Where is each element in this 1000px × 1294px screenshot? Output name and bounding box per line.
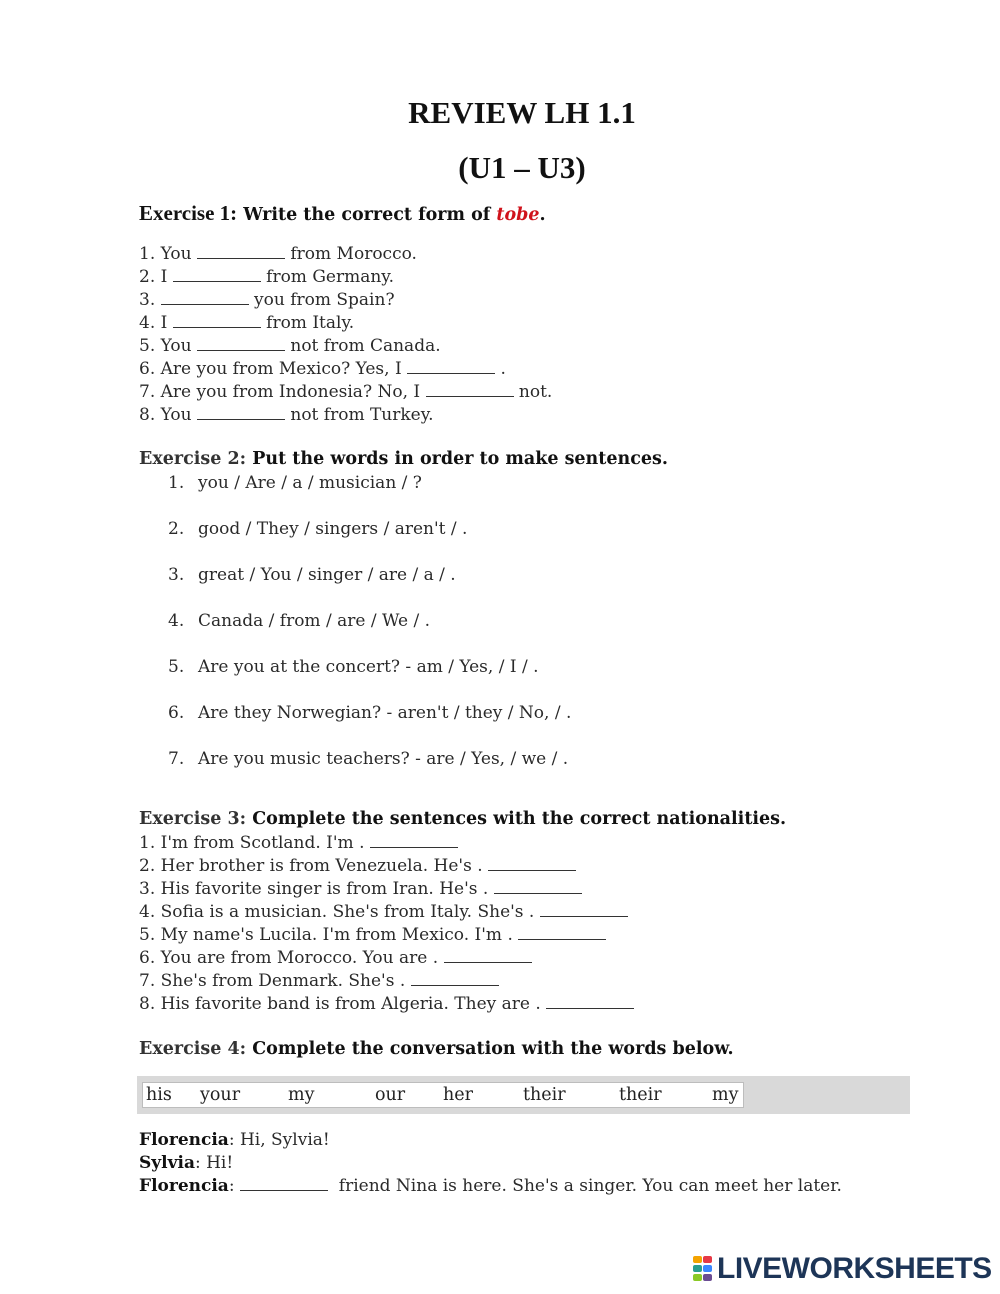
exercise3-instruction: Complete the sentences with the correct nationalities. <box>252 809 787 829</box>
word-bank-item: our <box>375 1085 406 1105</box>
exercise3-heading <box>139 809 786 829</box>
exercise2-item: 7. Are you music teachers? - are / Yes, / we / . <box>168 749 569 769</box>
exercise1-item: 7. Are you from Indonesia? No, I not. <box>139 382 553 402</box>
exercise2-item: 4. Canada / from / are / We / . <box>168 611 431 631</box>
answer-blank[interactable] <box>173 313 261 328</box>
exercise1-label: Exercise 1: <box>139 201 238 225</box>
exercise1-keyword: tobe <box>496 205 540 225</box>
exercise2-heading <box>139 449 668 469</box>
answer-blank[interactable] <box>494 879 582 894</box>
exercise3-item: 3. His favorite singer is from Iran. He's . <box>139 878 582 901</box>
word-bank-item: my <box>712 1085 739 1105</box>
exercise1-item: 6. Are you from Mexico? Yes, I . <box>139 359 506 379</box>
exercise1-item: 8. You not from Turkey. <box>139 405 434 425</box>
exercise1-item: 3. you from Spain? <box>139 290 395 310</box>
exercise4-heading <box>139 1039 734 1059</box>
worksheet-subtitle: (U1 – U3) <box>458 150 586 185</box>
exercise3-item: 8. His favorite band is from Algeria. They are . <box>139 993 634 1016</box>
answer-blank[interactable] <box>197 244 285 259</box>
exercise2-item: 6. Are they Norwegian? - aren't / they / No, / . <box>168 703 572 723</box>
answer-blank[interactable] <box>407 359 495 374</box>
word-bank-item: their <box>523 1085 566 1105</box>
answer-blank[interactable] <box>488 856 576 871</box>
exercise1-item: 2. I from Germany. <box>139 267 395 287</box>
exercise4-label: Exercise 4: <box>139 1039 247 1059</box>
exercise3-item: 7. She's from Denmark. She's . <box>139 970 499 993</box>
answer-blank[interactable] <box>540 902 628 917</box>
answer-blank[interactable] <box>173 267 261 282</box>
dialogue-line: Sylvia: Hi! <box>139 1153 234 1173</box>
dialogue-line: Florencia: Hi, Sylvia! <box>139 1130 330 1150</box>
answer-blank[interactable] <box>411 971 499 986</box>
exercise2-item: 3. great / You / singer / are / a / . <box>168 565 456 585</box>
answer-blank[interactable] <box>546 994 634 1009</box>
logo-icon <box>693 1256 715 1282</box>
word-bank-item: your <box>200 1085 241 1105</box>
worksheet-title: REVIEW LH 1.1 <box>408 95 636 130</box>
exercise4-instruction: Complete the conversation with the words below. <box>252 1039 734 1059</box>
exercise2-item: 5. Are you at the concert? - am / Yes, / I / . <box>168 657 539 677</box>
exercise3-item: 6. You are from Morocco. You are . <box>139 947 532 970</box>
exercise3-item: 5. My name's Lucila. I'm from Mexico. I'm . <box>139 924 606 947</box>
exercise3-label: Exercise 3: <box>139 809 247 829</box>
exercise3-item: 2. Her brother is from Venezuela. He's . <box>139 855 576 878</box>
answer-blank[interactable] <box>240 1176 328 1191</box>
exercise2-label: Exercise 2: <box>139 449 247 469</box>
exercise2-item: 2. good / They / singers / aren't / . <box>168 519 468 539</box>
answer-blank[interactable] <box>197 405 285 420</box>
exercise2-instruction: Put the words in order to make sentences. <box>252 449 668 469</box>
word-bank-item: her <box>443 1085 473 1105</box>
word-bank-item: their <box>619 1085 662 1105</box>
answer-blank[interactable] <box>444 948 532 963</box>
answer-blank[interactable] <box>197 336 285 351</box>
answer-blank[interactable] <box>370 833 458 848</box>
exercise3-item: 1. I'm from Scotland. I'm . <box>139 832 458 855</box>
word-bank-item: my <box>288 1085 315 1105</box>
exercise3-item: 4. Sofia is a musician. She's from Italy. She's . <box>139 901 628 924</box>
exercise1-instruction: Write the correct form of tobe. <box>243 205 546 225</box>
speaker-name: Florencia <box>139 1130 229 1150</box>
answer-blank[interactable] <box>161 290 249 305</box>
exercise1-item: 5. You not from Canada. <box>139 336 441 356</box>
word-bank-item: his <box>146 1085 172 1105</box>
exercise1-item: 1. You from Morocco. <box>139 244 417 264</box>
exercise2-item: 1. you / Are / a / musician / ? <box>168 473 422 493</box>
exercise1-item: 4. I from Italy. <box>139 313 355 333</box>
dialogue-line: Florencia: friend Nina is here. She's a singer. You can meet her later. <box>139 1176 842 1196</box>
speaker-name: Florencia <box>139 1176 229 1196</box>
exercise1-heading <box>139 201 546 226</box>
logo-text: LIVEWORKSHEETS <box>717 1252 992 1285</box>
speaker-name: Sylvia <box>139 1153 195 1173</box>
answer-blank[interactable] <box>518 925 606 940</box>
liveworksheets-logo <box>693 1254 992 1284</box>
answer-blank[interactable] <box>426 382 514 397</box>
